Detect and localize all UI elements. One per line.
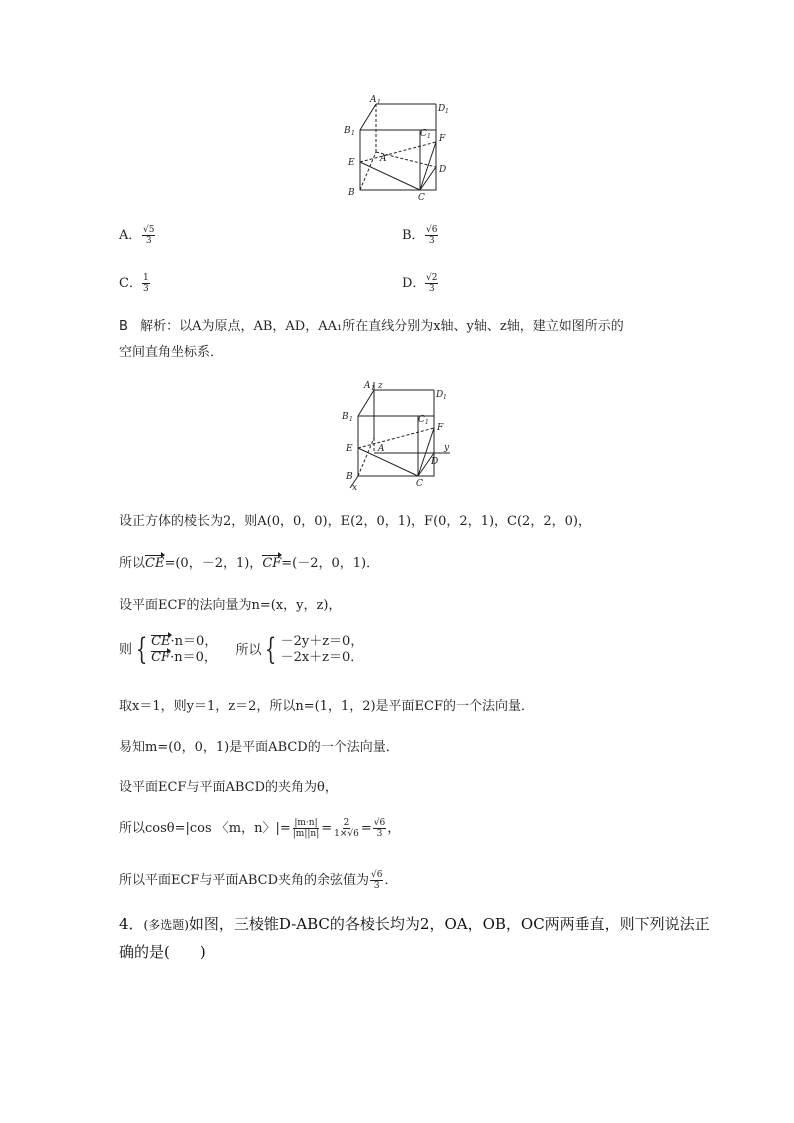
svg-text:C: C	[416, 479, 423, 489]
question-tag: (多选题)	[143, 918, 189, 932]
svg-text:A: A	[378, 444, 385, 454]
svg-text:1: 1	[351, 130, 355, 137]
step-7: 设平面ECF与平面ABCD的夹角为θ，	[119, 780, 338, 795]
svg-text:B: B	[342, 412, 349, 422]
step-2: 所以CE=(0，－2，1)，CF=(－2，0，1)．	[119, 554, 379, 574]
svg-text:D: D	[436, 390, 444, 400]
vector-ce: CE	[145, 554, 164, 574]
svg-text:1: 1	[377, 99, 381, 106]
svg-text:1: 1	[371, 385, 375, 392]
svg-text:A: A	[364, 381, 371, 391]
question-4-line-1: 4．(多选题)如图，三棱锥D-ABC的各棱长均为2，OA，OB，OC两两垂直，则下列说法正	[119, 915, 710, 933]
svg-text:D: D	[431, 457, 439, 467]
label-B: B	[348, 188, 355, 198]
axis-x-label: x	[352, 483, 358, 493]
label-D1: D	[438, 104, 446, 114]
option-a[interactable]: A． $\frac{√5}{3}$	[119, 225, 155, 246]
option-d[interactable]: D． $\frac{√2}{3}$	[402, 273, 438, 294]
svg-text:1: 1	[427, 133, 431, 140]
step-8: 所以cosθ=|cos 〈m，n〉|= $\frac{|m\cdot n|}{|m||n|}$ = $\frac{2}{1\times√6}$ = $\frac{√6}{3}$ ，	[119, 818, 401, 839]
svg-text:1: 1	[445, 108, 449, 115]
step-9: 所以平面ECF与平面ABCD夹角的余弦值为 $\frac{√6}{3}$ ．	[119, 870, 398, 891]
svg-text:C: C	[418, 415, 425, 425]
analysis-line-1: B 解析：以A为原点，AB，AD，AA₁所在直线分别为x轴、y轴、z轴，建立如图所示的	[119, 319, 624, 334]
axis-z-label: z	[378, 381, 383, 391]
step-1: 设正方体的棱长为2，则A(0，0，0)，E(2，0，1)，F(0，2，1)，C(2，2，0)，	[119, 514, 591, 529]
option-c[interactable]: C． $\frac{1}{3}$	[119, 273, 149, 294]
label-C: C	[418, 193, 425, 202]
step-4: 则 { CE·n＝0， CF·n＝0， 所以 { －2y＋z＝0， －2x＋z＝0．	[119, 632, 364, 667]
svg-text:1: 1	[349, 416, 353, 423]
svg-text:F: F	[437, 423, 444, 433]
svg-text:B: B	[346, 472, 353, 482]
svg-text:1: 1	[443, 394, 447, 401]
step-3: 设平面ECF的法向量为n=(x，y，z)，	[119, 598, 342, 613]
label-C1: C	[420, 129, 427, 139]
vector-cf: CF	[262, 554, 281, 574]
answer-letter: B	[119, 319, 128, 334]
label-A: A	[380, 154, 387, 164]
question-4-line-2: 确的是( )	[119, 943, 206, 961]
svg-text:E: E	[346, 444, 353, 454]
label-F: F	[439, 134, 446, 144]
label-D: D	[439, 165, 447, 175]
step-5: 取x＝1，则y＝1，z＝2，所以n=(1，1，2)是平面ECF的一个法向量．	[119, 699, 535, 714]
cube-figure-1	[340, 92, 460, 202]
label-E: E	[348, 158, 355, 168]
step-6: 易知m=(0，0，1)是平面ABCD的一个法向量．	[119, 740, 399, 755]
analysis-line-2: 空间直角坐标系．	[119, 345, 224, 360]
axis-y-label: y	[444, 443, 450, 453]
svg-text:1: 1	[425, 419, 429, 426]
option-b[interactable]: B． $\frac{√6}{3}$	[402, 225, 438, 246]
label-B1: B	[344, 126, 351, 136]
cube-figure-2	[338, 378, 463, 493]
label-A1: A	[370, 95, 377, 105]
